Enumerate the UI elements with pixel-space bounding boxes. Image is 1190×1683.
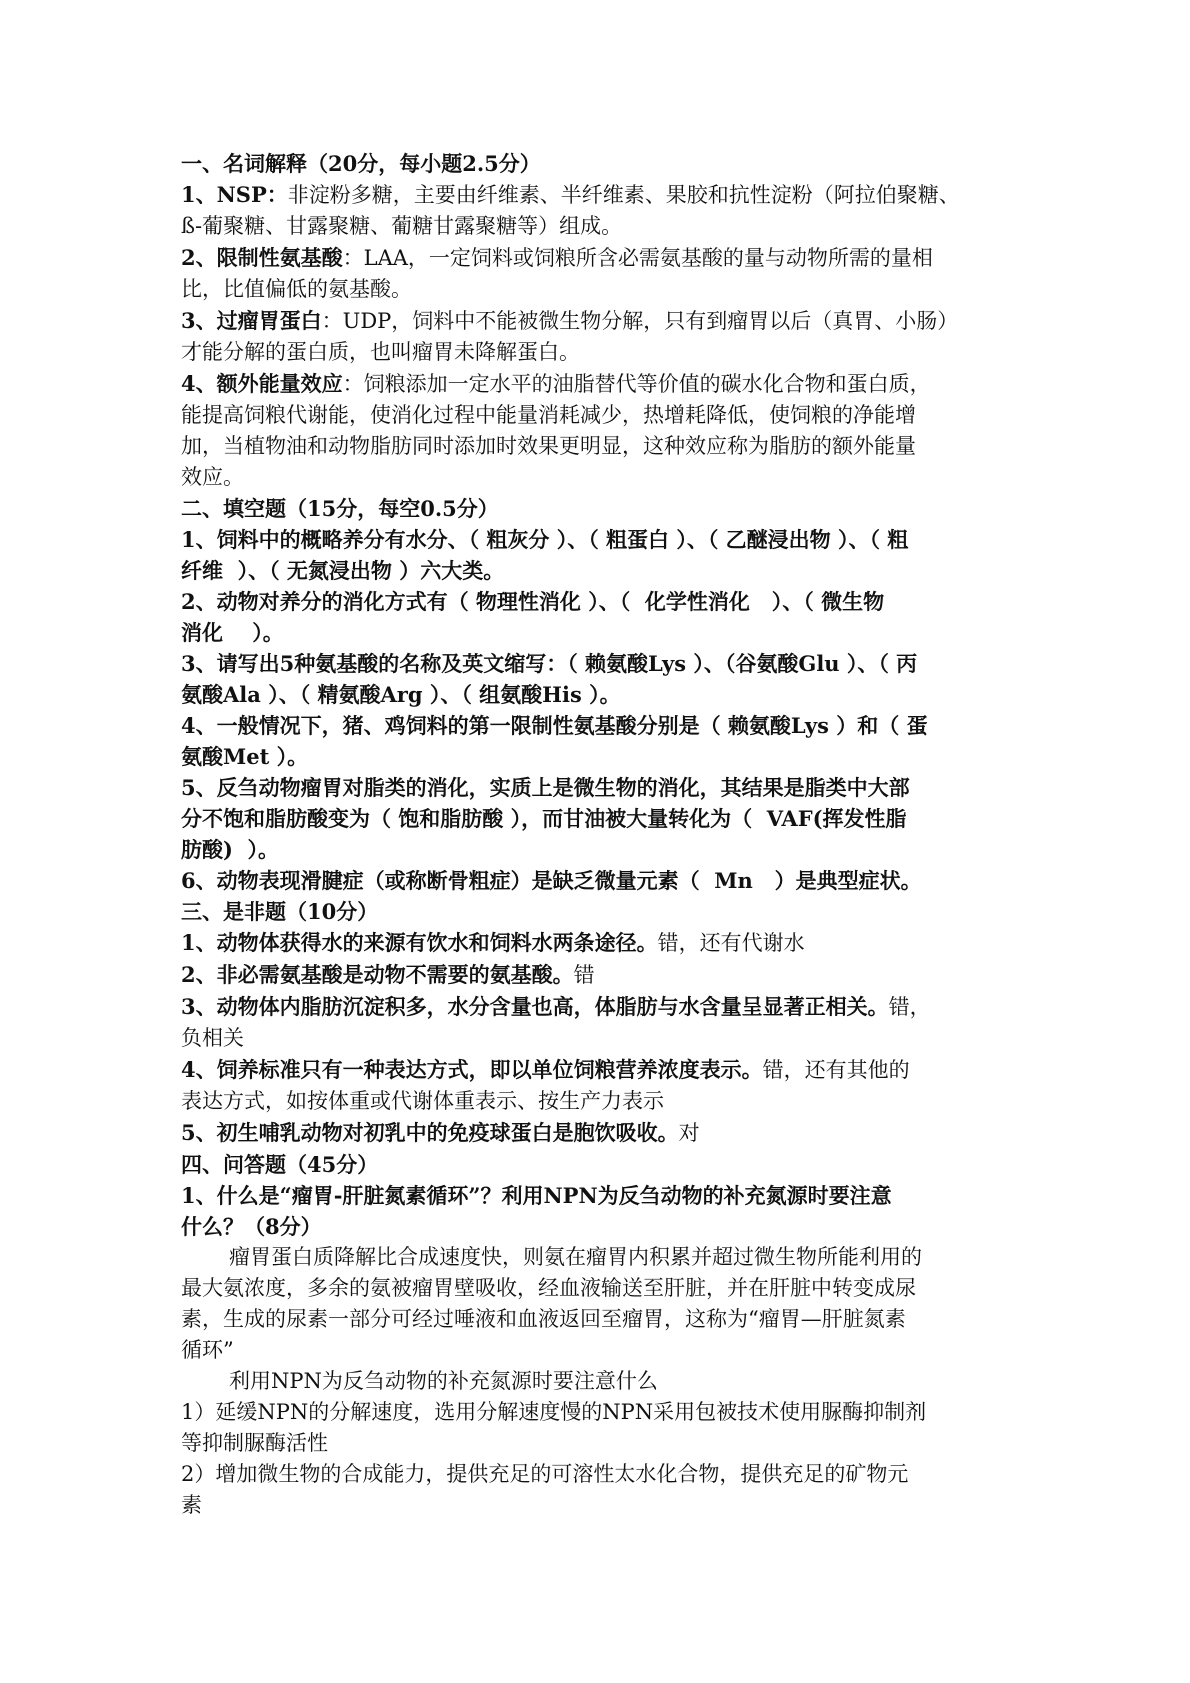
answer-text: 错， xyxy=(888,995,931,1019)
question-line: 消化 ）。 xyxy=(181,620,284,645)
definition-text: 才能分解的蛋白质，也叫瘤胃未降解蛋白。 xyxy=(181,340,580,364)
text-line xyxy=(181,368,1021,400)
question-line: 纤维 ）、（ 无氮浸出物 ）六大类。 xyxy=(181,558,505,583)
answer-text: 错，还有代谢水 xyxy=(657,931,805,955)
section-heading-4: 四、问答题（45分） xyxy=(181,1152,379,1177)
statement-line xyxy=(181,991,1021,1023)
term-label: 1、NSP： xyxy=(181,182,288,207)
answer-line: 瘤胃蛋白质降解比合成速度快，则氨在瘤胃内积累并超过微生物所能利用的 xyxy=(229,1245,922,1269)
definition-item xyxy=(181,242,1021,305)
question-line: 氨酸Met ）。 xyxy=(181,744,309,769)
text-line xyxy=(181,211,1021,242)
definition-item xyxy=(181,305,1021,368)
answer-line: 素，生成的尿素一部分可经过唾液和血液返回至瘤胃，这称为“瘤胃—肝脏氮素 xyxy=(181,1307,906,1331)
section-heading-2: 二、填空题（15分，每空0.5分） xyxy=(181,496,499,521)
definition-text: 加，当植物油和动物脂肪同时添加时效果更明显，这种效应称为脂肪的额外能量 xyxy=(181,434,916,458)
answer-text: 负相关 xyxy=(181,1026,244,1050)
question-line: 4、一般情况下，猪、鸡饲料的第一限制性氨基酸分别是（ 赖氨酸Lys ）和（ 蛋 xyxy=(181,713,928,738)
answer-line: 2）增加微生物的合成能力，提供充足的可溶性太水化合物，提供充足的矿物元 xyxy=(181,1462,909,1486)
definition-text: 效应。 xyxy=(181,465,244,489)
statement-text: 1、动物体获得水的来源有饮水和饲料水两条途径。 xyxy=(181,930,658,955)
definition-text: ：饲粮添加一定水平的油脂替代等价值的碳水化合物和蛋白质， xyxy=(342,372,931,396)
section-heading-1: 一、名词解释（20分，每小题2.5分） xyxy=(181,151,541,176)
statement-line xyxy=(181,1117,1021,1149)
fill-in-questions xyxy=(181,524,1021,896)
document-body xyxy=(181,148,1021,1521)
question-line: 2、动物对养分的消化方式有（ 物理性消化 ）、（ 化学性消化 ）、（ 微生物 xyxy=(181,589,885,614)
answer-line: 等抑制脲酶活性 xyxy=(181,1431,328,1455)
answer-line: 利用NPN为反刍动物的补充氮源时要注意什么 xyxy=(229,1369,658,1393)
answer-text: 错，还有其他的 xyxy=(762,1058,910,1082)
statement-line xyxy=(181,1086,1021,1117)
section-heading-3: 三、是非题（10分） xyxy=(181,899,379,924)
true-false-questions xyxy=(181,927,1021,1149)
answer-line: 循环” xyxy=(181,1338,234,1362)
text-line xyxy=(181,242,1021,274)
answer-text: 错 xyxy=(573,963,595,987)
text-line xyxy=(181,462,1021,493)
definition-text: 能提高饲粮代谢能，使消化过程中能量消耗减少，热增耗降低，使饲粮的净能增 xyxy=(181,403,916,427)
question-line: 3、请写出5种氨基酸的名称及英文缩写：（ 赖氨酸Lys ）、（谷氨酸Glu ）、（ 丙 xyxy=(181,651,918,676)
answer-text: 对 xyxy=(678,1121,700,1145)
text-line xyxy=(181,400,1021,431)
definition-item xyxy=(181,368,1021,493)
question-line: 6、动物表现滑腱症（或称断骨粗症）是缺乏微量元素（ Mn ）是典型症状。 xyxy=(181,868,922,893)
answer-line: 1）延缓NPN的分解速度，选用分解速度慢的NPN采用包被技术使用脲酶抑制剂 xyxy=(181,1400,927,1424)
statement-line xyxy=(181,1023,1021,1054)
answer-line: 素 xyxy=(181,1493,202,1517)
question-line: 肪酸) ）。 xyxy=(181,837,280,862)
definition-item xyxy=(181,179,1021,242)
question-line: 分不饱和脂肪酸变为（ 饱和脂肪酸 ），而甘油被大量转化为（ VAF(挥发性脂 xyxy=(181,806,907,831)
definition-text: ß-葡聚糖、甘露聚糖、葡糖甘露聚糖等）组成。 xyxy=(181,214,623,238)
text-line xyxy=(181,337,1021,368)
text-line xyxy=(181,274,1021,305)
statement-line xyxy=(181,927,1021,959)
definition-text: ：UDP，饲料中不能被微生物分解，只有到瘤胃以后（真胃、小肠） xyxy=(321,309,959,333)
question-line: 1、什么是“瘤胃-肝脏氮素循环”？利用NPN为反刍动物的补充氮源时要注意 xyxy=(181,1183,892,1208)
text-line xyxy=(181,431,1021,462)
answer-line: 最大氨浓度，多余的氨被瘤胃壁吸收，经血液输送至肝脏，并在肝脏中转变成尿 xyxy=(181,1276,916,1300)
term-label: 4、额外能量效应 xyxy=(181,371,343,396)
statement-line xyxy=(181,959,1021,991)
essay-question xyxy=(181,1180,1021,1242)
text-line xyxy=(181,179,1021,211)
term-label: 2、限制性氨基酸 xyxy=(181,245,343,270)
statement-line xyxy=(181,1054,1021,1086)
question-line: 5、反刍动物瘤胃对脂类的消化，实质上是微生物的消化，其结果是脂类中大部 xyxy=(181,775,910,800)
definition-text: 非淀粉多糖，主要由纤维素、半纤维素、果胶和抗性淀粉（阿拉伯聚糖、 xyxy=(287,183,960,207)
term-label: 3、过瘤胃蛋白 xyxy=(181,308,322,333)
statement-text: 5、初生哺乳动物对初乳中的免疫球蛋白是胞饮吸收。 xyxy=(181,1120,679,1145)
text-line xyxy=(181,305,1021,337)
question-line: 氨酸Ala ）、（ 精氨酸Arg ）、（ 组氨酸His ）。 xyxy=(181,682,621,707)
definition-text: ：LAA，一定饲料或饲粮所含必需氨基酸的量与动物所需的量相 xyxy=(342,246,933,270)
statement-text: 4、饲养标准只有一种表达方式，即以单位饲粮营养浓度表示。 xyxy=(181,1057,763,1082)
question-line: 1、饲料中的概略养分有水分、（ 粗灰分 ）、（ 粗蛋白 ）、（ 乙醚浸出物 ）、（ 粗 xyxy=(181,527,909,552)
essay-answer xyxy=(181,1242,1021,1521)
answer-text: 表达方式，如按体重或代谢体重表示、按生产力表示 xyxy=(181,1089,664,1113)
statement-text: 3、动物体内脂肪沉淀积多，水分含量也高，体脂肪与水含量呈显著正相关。 xyxy=(181,994,889,1019)
definition-text: 比，比值偏低的氨基酸。 xyxy=(181,277,412,301)
question-line: 什么？（8分） xyxy=(181,1214,322,1239)
statement-text: 2、非必需氨基酸是动物不需要的氨基酸。 xyxy=(181,962,574,987)
